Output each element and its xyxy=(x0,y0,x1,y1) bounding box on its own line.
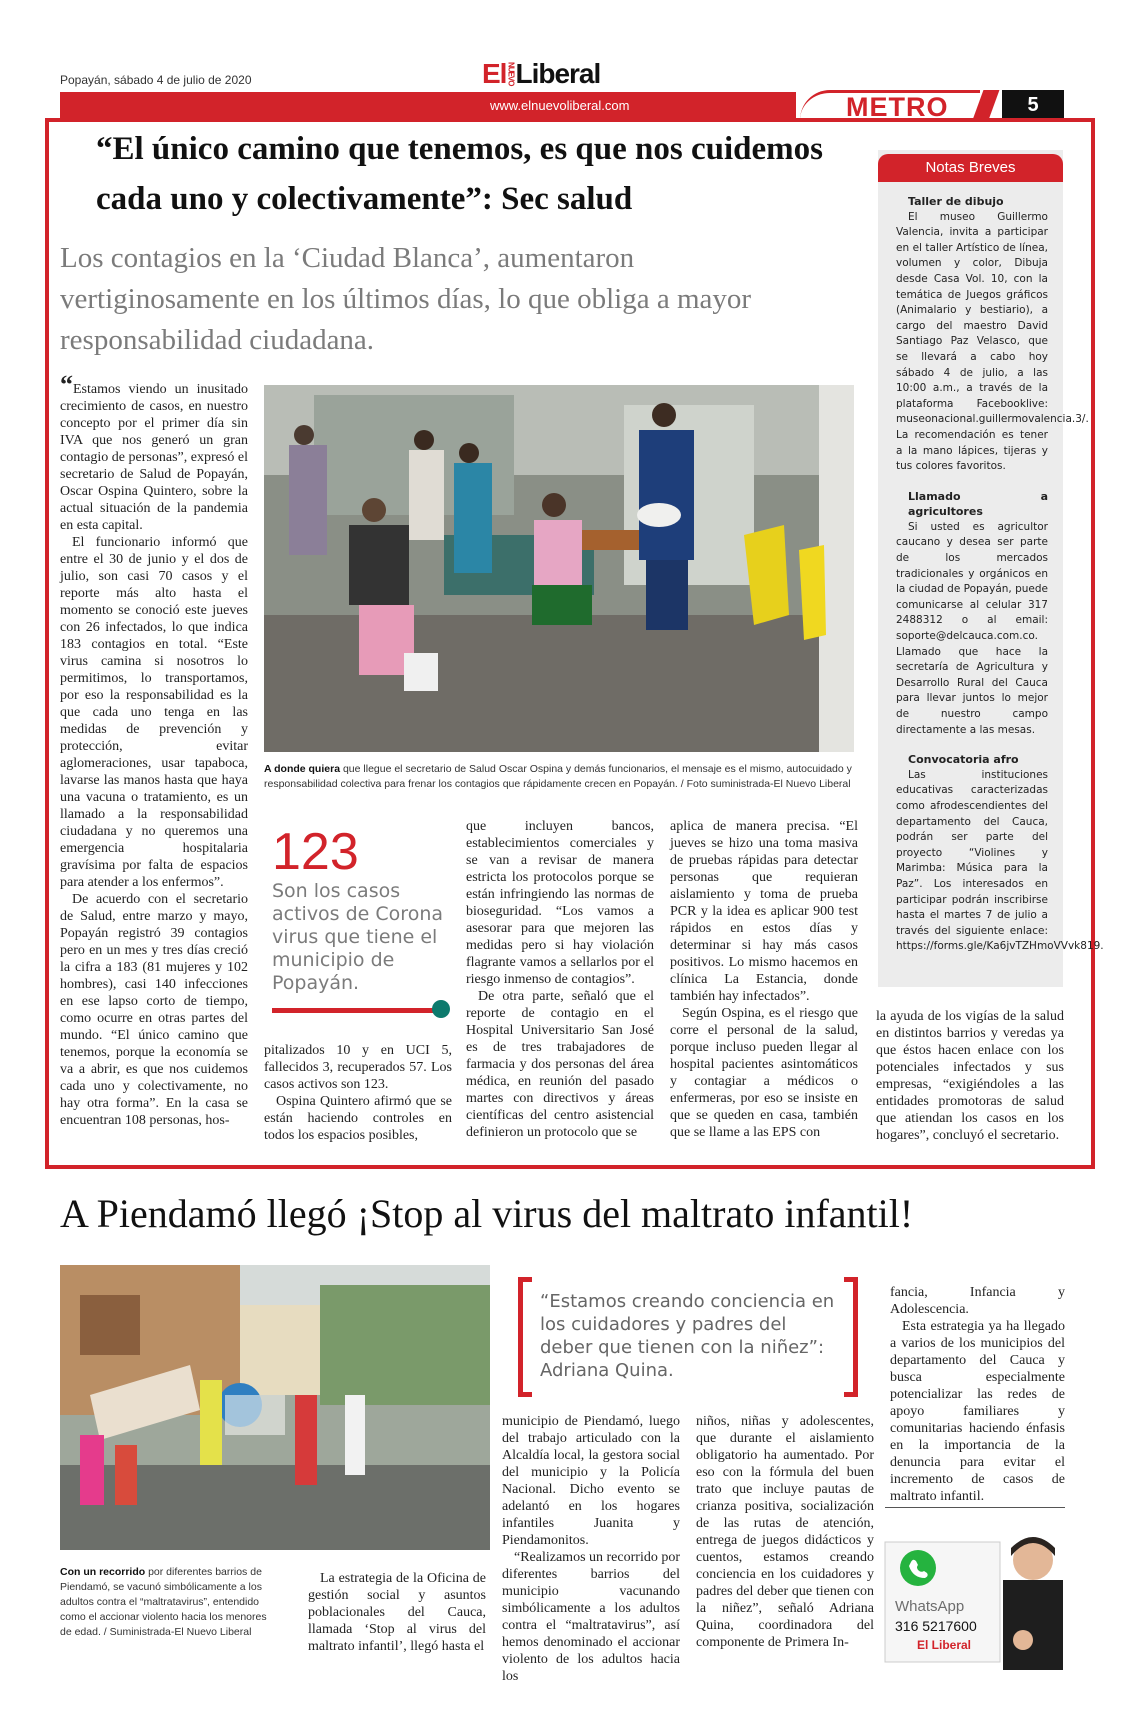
whatsapp-ad[interactable] xyxy=(883,1530,1068,1670)
story1-column-2: pitalizados 10 y en UCI 5, fallecidos 3, recuperados 57. Los casos activos son 123. Ospina Quintero afirmó que se están haciendo controles en todos los espacios posibles, xyxy=(264,1043,452,1143)
story1-photo-caption: A donde quiera que llegue el secretario de Salud Oscar Ospina y demás funcionarios, el mensaje es el mismo, autocuidado y responsabilidad colectiva para frenar los contagios que rápidamente crecen en Popayán. / Foto suministrada-El Nuevo Liberal xyxy=(264,763,852,790)
edition-date: Popayán, sábado 4 de julio de 2020 xyxy=(60,73,252,87)
stat-dot xyxy=(432,1000,450,1018)
stat-red-rule xyxy=(272,1008,436,1013)
briefs-title: Notas Breves xyxy=(878,154,1063,182)
whatsapp-brand: WhatsApp xyxy=(895,1598,965,1615)
health-officials-photo xyxy=(264,385,854,752)
ad-logo: El Liberal xyxy=(917,1638,972,1652)
active-cases-text: Son los casos activos de Corona virus que tiene el municipio de Popayán. xyxy=(272,880,444,994)
story2-column-1: La estrategia de la Oficina de gestión social y asuntos poblacionales del Cauca, llamada ‘Stop al virus del maltrato infantil’, llegó hasta el xyxy=(308,1571,486,1654)
story2-column-4: fancia, Infancia y Adolescencia. Esta estrategia ya ha llegado a varios de los municipios del departamento del Cauca y busca especialmente potencializar las redes de apoyo familiares y comunitarias haciendo énfasis en la importancia de la denuncia para evitar el incremento de casos de maltrato infantil. xyxy=(890,1285,1065,1504)
pull-quote: “Estamos creando conciencia en los cuidadores y padres del deber que tienen con la niñez”: Adriana Quina. xyxy=(540,1291,835,1381)
whatsapp-phone[interactable]: 316 5217600 xyxy=(895,1618,977,1634)
story2-photo-caption: Con un recorrido por diferentes barrios de Piendamó, se vacunó simbólicamente a los adultos contra el “maltratavirus”, entendido como el accionar violento hacia los menores de edad. / Suministrada-El Nuevo Liberal xyxy=(60,1566,267,1638)
whatsapp-icon xyxy=(900,1550,936,1586)
briefs-list xyxy=(896,194,1104,969)
active-cases-number: 123 xyxy=(272,823,359,881)
column-rule xyxy=(885,1507,1065,1508)
story2-column-2: municipio de Piendamó, luego del trabajo articulado con la Alcaldía local, la gestora social del municipio y la Policía Nacional. Dicho evento se adelantó en los hogares infantiles Juanita y Piendamonitos. “Realizamos un recorrido por diferentes barrios del municipio vacunando simbólicamente a los adultos contra el “maltratavirus”, así hemos denominado el accionar violento de los adultos hacia los xyxy=(502,1414,680,1684)
story1-column-4: aplica de manera precisa. “El jueves se hizo una toma masiva de pruebas rápidas para detectar personas que requieran aislamiento y toma de prueba PCR y la idea es aplicar 900 test rápidos en estos días y determinar si hay más casos positivos. Lo mismo hacemos en clínica La Estancia, donde también hay infectados”. Según Ospina, es el riesgo que corre el personal de la salud, porque incluso pueden llegar al hospital pacientes asintomáticos y contagiar a médicos o enfermeras, por eso se insiste en que se queden en casa, también que se llame a las EPS con xyxy=(670,819,858,1140)
story1-column-1: “Estamos viendo un inusitado crecimiento de casos, en nuestro concepto por el primer día sin IVA que nos generó un gran contagio de personas”, expresó el secretario de Salud de Popayán, Oscar Ospina Quintero, sobre la actual situación de la pandemia en esta capital. El funcionario informó que entre el 30 de junio y el dos de julio, son casi 70 casos y el reporte más alto hasta el momento se conoció este jueves con 26 infectados, lo que indica 183 contagios en total. “Este virus camina si nosotros lo permitimos, lo transportamos, por eso la responsabilidad es la que cada uno tenga en las medidas de prevención y protección, evitar aglomeraciones, usar tapaboca, lavarse las manos hasta que haya una vacuna o tratamiento, es un llamado a la responsabilidad ciudadana y no queremos una emergencia hospitalaria gravísima por falta de espacios para atender a los enfermos”. De acuerdo con el secretario de Salud, entre marzo y mayo, Popayán registró 39 contagios pero en un mes y tres días creció la cifra a 183 (81 mujeres y 102 hombres), casi 140 infecciones en ese lapso corto de tiempo, como ocurre en otras partes del mundo. “El único camino que tenemos, porque la economía se va a abrir, es que nos cuidemos cada uno y colectivamente, no hay otra forma”. En la casa se encuentran 108 personas, hos- xyxy=(60,370,248,1128)
story2-column-3: niños, niñas y adolescentes, que durante el aislamiento obligatorio ha aumentado. Por eso con la fórmula del buen trato que incluye pautas de crianza positiva, socialización de las rutas de atención, entrega de juegos didácticos y cuentos, estamos creando conciencia en los cuidadores y padres del deber que tienen con la niñez”, señaló Adriana Quina, coordinadora del componente de Primera In- xyxy=(696,1414,874,1650)
website-url[interactable]: www.elnuevoliberal.com xyxy=(490,98,630,113)
story2-headline: A Piendamó llegó ¡Stop al virus del maltrato infantil! xyxy=(60,1191,914,1236)
brief-item: Convocatoria afro Las instituciones educativas caracterizadas como afrodescendientes del departamento del Cauca, podrán ser parte del proyecto “Violines y Marimba: Música para la Paz”. Los interesados en participar podrán inscribirse hasta el martes 7 de julio a través del siguiente enlace: https://forms.gle/Ka6jvTZHmoVVvk819. xyxy=(896,753,1104,953)
right-bracket xyxy=(844,1277,858,1397)
open-quote-mark: “ xyxy=(60,370,73,399)
page-number: 5 xyxy=(1002,90,1064,120)
masthead-red-bar xyxy=(60,92,796,118)
section-label: METRO xyxy=(846,92,949,122)
brief-item: Taller de dibujo El museo Guillermo Valencia, invita a participar en el taller Artístico de línea, volumen y color, Dibuja desde Casa Vol. 10, con la temática de Juegos gráficos (Animalario y bestiario), a cargo del maestro David Santiago Paz Velasco, que se llevará a cabo hoy sábado 4 de julio, a las 10:00 a.m., a través de la plataforma Facebooklive: museonacional.guillermovalencia.3/. La recomendación es tener a la mano lápices, tijeras y tus colores favoritos. xyxy=(896,195,1089,473)
newspaper-logo: ElNUEVOLiberal xyxy=(482,58,601,89)
story1-deck: Los contagios en la ‘Ciudad Blanca’, aumentaron vertiginosamente en los últimos días, lo que obliga a mayor responsabilidad ciudadana. xyxy=(60,242,752,356)
left-bracket xyxy=(518,1277,532,1397)
story1-column-3: que incluyen bancos, establecimientos comerciales y se van a revisar de manera estricta los protocolos porque se están infringiendo las normas de bioseguridad. “Los vamos a asesorar para que mejoren las medidas pero si hay violación flagrante vamos a sellarlos por el riesgo inmenso de contagios”. De otra parte, señaló que el reporte de contagio en el Hospital Universitario San José es de tres trabajadores de farmacia y dos personas del área médica, en reunión del pasado martes con directivos y áreas científicas del centro asistencial definieron un protocolo que se xyxy=(466,819,654,1140)
piendamo-march-photo xyxy=(60,1265,490,1550)
story1-column-5: la ayuda de los vigías de la salud en distintos barrios y veredas ya que éstos hacen enlace con los potenciales infectados y sus empresas, “exigiéndoles a las entidades promotoras de salud que atiendan los casos en los hogares”, concluyó el secretario. xyxy=(876,1009,1064,1143)
brief-item: Llamado a agricultores Si usted es agricultor caucano y desea ser parte de los mercados tradicionales y orgánicos en la ciudad de Popayán, puede comunicarse al celular 317 2488312 o al email: soporte@delcauca.com.co. Llamado que hace la secretaría de Agricultura y Desarrollo Rural del Cauca para llevar juntos lo mejor de nuestro campo directamente a las mesas. xyxy=(896,489,1048,736)
story1-headline: “El único camino que tenemos, es que nos cuidemos cada uno y colectivamente”: Sec salud xyxy=(96,131,823,217)
